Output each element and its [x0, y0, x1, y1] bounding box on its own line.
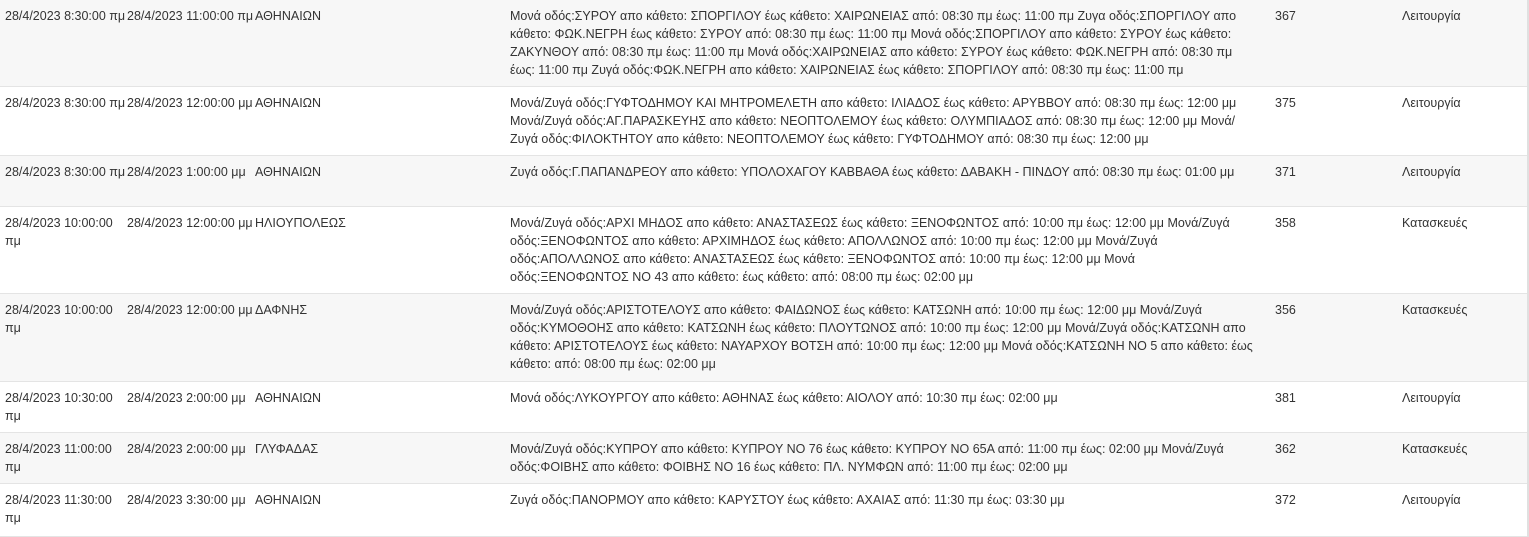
number-cell: 362 — [1275, 442, 1296, 456]
description-cell: Ζυγά οδός:Γ.ΠΑΠΑΝΔΡΕΟΥ απο κάθετο: ΥΠΟΛΟΧΑΓΟΥ ΚΑΒΒΑΘΑ έως κάθετο: ΔΑΒΑΚΗ - ΠΙΝΔΟΥ από: 08:30 πμ έως: 01:00 μμ — [510, 165, 1235, 179]
description-cell: Μονά/Ζυγά οδός:ΓΥΦΤΟΔΗΜΟΥ ΚΑΙ ΜΗΤΡΟΜΕΛΕΤΗ απο κάθετο: ΙΛΙΑΔΟΣ έως κάθετο: ΑΡΥΒΒΟΥ από: 08:30 πμ έως: 12:00 μμ Μονά/Ζυγά οδός:ΑΓ.ΠΑΡΑΣΚΕΥΗΣ απο κάθετο: ΝΕΟΠΤΟΛΕΜΟΥ έως κάθετο: ΟΛΥΜΠΙΑΔΟΣ από: 08:30 πμ έως: 12:00 μμ Μονά/Ζυγά οδός:ΦΙΛΟΚΤΗΤΟΥ απο κάθετο: ΝΕΟΠΤΟΛΕΜΟΥ έως κάθετο: ΓΥΦΤΟΔΗΜΟΥ από: 08:30 πμ έως: 12:00 μμ — [510, 96, 1237, 146]
description-cell: Μονά οδός:ΛΥΚΟΥΡΓΟΥ απο κάθετο: ΑΘΗΝΑΣ έως κάθετο: ΑΙΟΛΟΥ από: 10:30 πμ έως: 02:00 μμ — [510, 391, 1058, 405]
description-cell: Μονά/Ζυγά οδός:ΑΡΙΣΤΟΤΕΛΟΥΣ απο κάθετο: ΦΑΙΔΩΝΟΣ έως κάθετο: ΚΑΤΣΩΝΗ από: 10:00 πμ έως: 12:00 μμ Μονά/Ζυγά οδός:ΚΥΜΟΘΟΗΣ απο κάθετο: ΚΑΤΣΩΝΗ έως κάθετο: ΠΛΟΥΤΩΝΟΣ από: 10:00 πμ έως: 12:00 μμ Μονά/Ζυγά οδός:ΚΑΤΣΩΝΗ απο κάθετο: ΑΡΙΣΤΟΤΕΛΟΥΣ έως κάθετο: ΝΑΥΑΡΧΟΥ ΒΟΤΣΗ από: 10:00 πμ έως: 12:00 μμ Μονά οδός:ΚΑΤΣΩΝΗ ΝΟ 5 απο κάθετο: έως κάθετο: από: 08:00 πμ έως: 02:00 μμ — [510, 303, 1253, 371]
table-row — [0, 382, 1529, 433]
area-cell: ΔΑΦΝΗΣ — [255, 303, 308, 317]
end-time-cell: 28/4/2023 12:00:00 μμ — [127, 216, 253, 230]
start-time-cell: 28/4/2023 10:00:00 πμ — [5, 216, 113, 248]
description-cell: Μονά οδός:ΣΥΡΟΥ απο κάθετο: ΣΠΟΡΓΙΛΟΥ έως κάθετο: ΧΑΙΡΩΝΕΙΑΣ από: 08:30 πμ έως: 11:00 πμ Ζυγα οδός:ΣΠΟΡΓΙΛΟΥ απο κάθετο: ΦΩΚ.ΝΕΓΡΗ έως κάθετο: ΣΥΡΟΥ από: 08:30 πμ έως: 11:00 πμ Μονά οδός:ΣΠΟΡΓΙΛΟΥ απο κάθετο: ΣΥΡΟΥ έως κάθετο: ΖΑΚΥΝΘΟΥ από: 08:30 πμ έως: 11:00 πμ Μονά οδός:ΧΑΙΡΩΝΕΙΑΣ απο κάθετο: ΣΥΡΟΥ έως κάθετο: ΦΩΚ.ΝΕΓΡΗ από: 08:30 πμ έως: 11:00 πμ Ζυγά οδός:ΦΩΚ.ΝΕΓΡΗ απο κάθετο: ΧΑΙΡΩΝΕΙΑΣ έως κάθετο: ΣΠΟΡΓΙΛΟΥ από: 08:30 πμ έως: 11:00 πμ — [510, 9, 1237, 77]
end-time-cell: 28/4/2023 2:00:00 μμ — [127, 391, 246, 405]
description-cell: Μονά/Ζυγά οδός:ΑΡΧΙ ΜΗΔΟΣ απο κάθετο: ΑΝΑΣΤΑΣΕΩΣ έως κάθετο: ΞΕΝΟΦΩΝΤΟΣ από: 10:00 πμ έως: 12:00 μμ Μονά/Ζυγά οδός:ΞΕΝΟΦΩΝΤΟΣ απο κάθετο: ΑΡΧΙΜΗΔΟΣ έως κάθετο: ΑΠΟΛΛΩΝΟΣ από: 10:00 πμ έως: 12:00 μμ Μονά/Ζυγά οδός:ΑΠΟΛΛΩΝΟΣ απο κάθετο: ΑΝΑΣΤΑΣΕΩΣ έως κάθετο: ΞΕΝΟΦΩΝΤΟΣ από: 10:00 πμ έως: 12:00 μμ Μονά οδός:ΞΕΝΟΦΩΝΤΟΣ ΝΟ 43 απο κάθετο: έως κάθετο: από: 08:00 πμ έως: 02:00 μμ — [510, 216, 1230, 284]
number-cell: 381 — [1275, 391, 1296, 405]
table-row — [0, 156, 1529, 207]
area-cell: ΑΘΗΝΑΙΩΝ — [255, 9, 322, 23]
start-time-cell: 28/4/2023 8:30:00 πμ — [5, 9, 126, 23]
number-cell: 372 — [1275, 493, 1296, 507]
end-time-cell: 28/4/2023 11:00:00 πμ — [127, 9, 254, 23]
type-cell: Λειτουργία — [1402, 9, 1461, 23]
start-time-cell: 28/4/2023 11:30:00 πμ — [5, 493, 112, 525]
area-cell: ΑΘΗΝΑΙΩΝ — [255, 391, 322, 405]
end-time-cell: 28/4/2023 2:00:00 μμ — [127, 442, 246, 456]
type-cell: Λειτουργία — [1402, 165, 1461, 179]
table-row — [0, 207, 1529, 294]
number-cell: 358 — [1275, 216, 1296, 230]
start-time-cell: 28/4/2023 10:00:00 πμ — [5, 303, 113, 335]
number-cell: 356 — [1275, 303, 1296, 317]
area-cell: ΑΘΗΝΑΙΩΝ — [255, 96, 322, 110]
start-time-cell: 28/4/2023 8:30:00 πμ — [5, 165, 126, 179]
end-time-cell: 28/4/2023 12:00:00 μμ — [127, 303, 253, 317]
area-cell: ΗΛΙΟΥΠΟΛΕΩΣ — [255, 216, 346, 230]
description-cell: Μονά/Ζυγά οδός:ΚΥΠΡΟΥ απο κάθετο: ΚΥΠΡΟΥ ΝΟ 76 έως κάθετο: ΚΥΠΡΟΥ ΝΟ 65Α από: 11:00 πμ έως: 02:00 μμ Μονά/Ζυγά οδός:ΦΟΙΒΗΣ απο κάθετο: ΦΟΙΒΗΣ ΝΟ 16 έως κάθετο: ΠΛ. ΝΥΜΦΩΝ από: 11:00 πμ έως: 02:00 μμ — [510, 442, 1224, 474]
type-cell: Λειτουργία — [1402, 391, 1461, 405]
end-time-cell: 28/4/2023 1:00:00 μμ — [127, 165, 246, 179]
type-cell: Λειτουργία — [1402, 493, 1461, 507]
area-cell: ΓΛΥΦΑΔΑΣ — [255, 442, 319, 456]
table-row — [0, 433, 1529, 484]
start-time-cell: 28/4/2023 10:30:00 πμ — [5, 391, 113, 423]
start-time-cell: 28/4/2023 8:30:00 πμ — [5, 96, 126, 110]
table-row — [0, 87, 1529, 156]
type-cell: Κατασκευές — [1402, 303, 1468, 317]
table-row — [0, 0, 1529, 87]
type-cell: Κατασκευές — [1402, 216, 1468, 230]
area-cell: ΑΘΗΝΑΙΩΝ — [255, 493, 322, 507]
end-time-cell: 28/4/2023 3:30:00 μμ — [127, 493, 246, 507]
type-cell: Κατασκευές — [1402, 442, 1468, 456]
table-row — [0, 294, 1529, 382]
type-cell: Λειτουργία — [1402, 96, 1461, 110]
number-cell: 375 — [1275, 96, 1296, 110]
number-cell: 371 — [1275, 165, 1296, 179]
table-row — [0, 484, 1529, 537]
end-time-cell: 28/4/2023 12:00:00 μμ — [127, 96, 253, 110]
number-cell: 367 — [1275, 9, 1296, 23]
area-cell: ΑΘΗΝΑΙΩΝ — [255, 165, 322, 179]
description-cell: Ζυγά οδός:ΠΑΝΟΡΜΟΥ απο κάθετο: ΚΑΡΥΣΤΟΥ έως κάθετο: ΑΧΑΙΑΣ από: 11:30 πμ έως: 03:30 μμ — [510, 493, 1065, 507]
start-time-cell: 28/4/2023 11:00:00 πμ — [5, 442, 112, 474]
